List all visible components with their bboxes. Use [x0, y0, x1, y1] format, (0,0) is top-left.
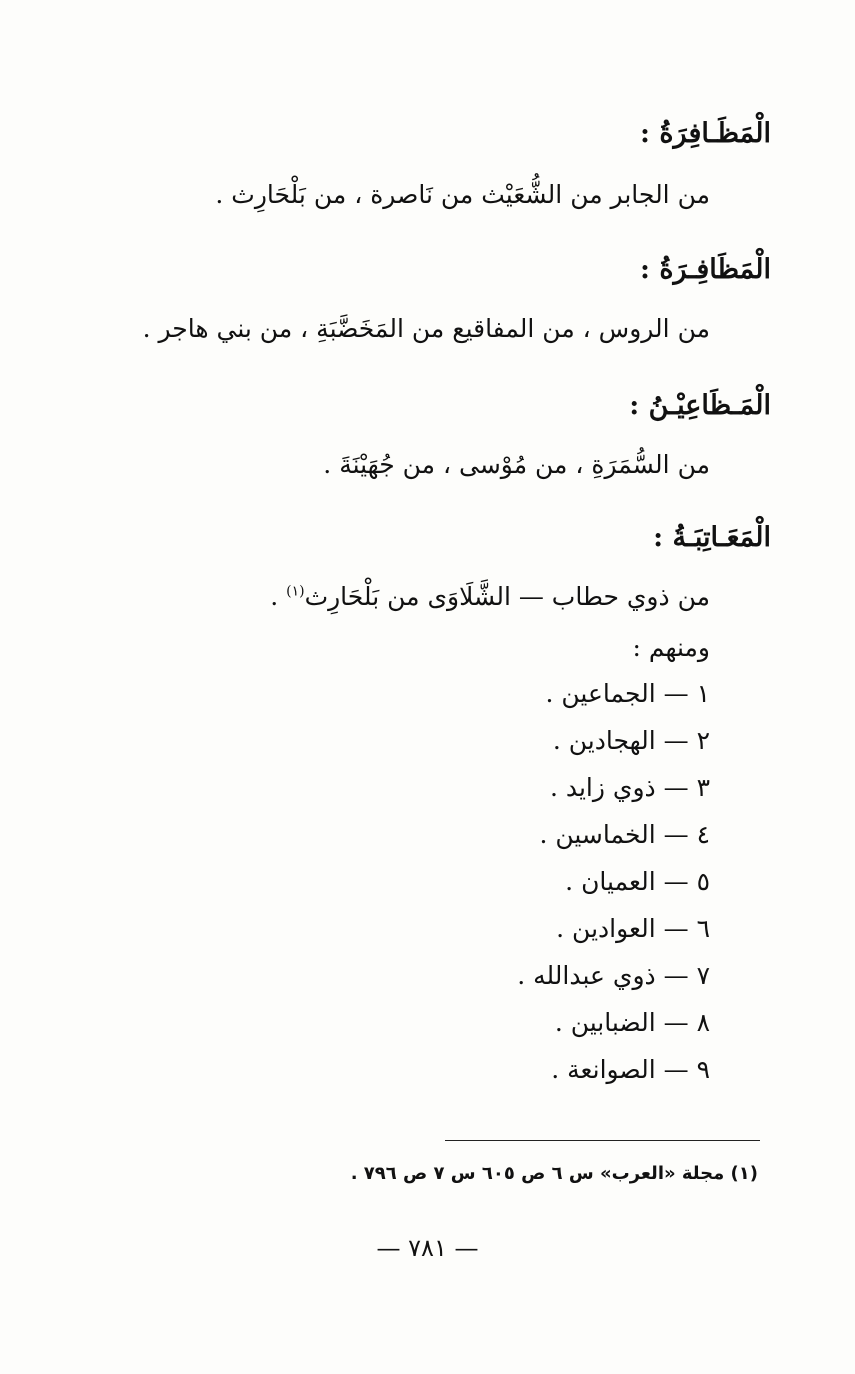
clan-list-item: ٨ — الضبابين . [554, 1008, 710, 1037]
footnote-divider [445, 1140, 760, 1141]
clan-list-item: ٣ — ذوي زايد . [549, 773, 710, 802]
section-1-text: من الجابر من الشُّعَيْث من نَاصرة ، من بَلْحَارِث . [215, 180, 710, 209]
section-heading-3: الْمَـظَاعِيْـنُ : [629, 390, 771, 421]
section-heading-4: الْمَعَـاتِبَـةُ : [653, 522, 771, 553]
footnote-ref: (١) [286, 583, 305, 600]
clan-list-item: ٤ — الخماسين . [539, 820, 710, 849]
section-4-text-main: من ذوي حطاب — الشَّلَاوَى من بَلْحَارِث [304, 582, 710, 611]
clan-list-item: ٢ — الهجادين . [552, 726, 710, 755]
clan-list-item: ٦ — العوادين . [556, 914, 710, 943]
section-heading-2: الْمَظَافِـرَةُ : [640, 254, 771, 285]
page-number: — ٧٨١ — [376, 1234, 479, 1262]
section-heading-1: الْمَظَـافِرَةُ : [640, 118, 771, 149]
clan-list-item: ٩ — الصوانعة . [551, 1055, 710, 1084]
section-4-text-end: . [270, 582, 287, 611]
section-2-text: من الروس ، من المفاقيع من المَخَضَّبَةِ ، من بني هاجر . [142, 314, 710, 343]
clan-list-item: ١ — الجماعين . [545, 679, 710, 708]
clan-list-item: ٧ — ذوي عبدالله . [517, 961, 710, 990]
section-3-text: من السُّمَرَةِ ، من مُوْسى ، من جُهَيْنَةَ . [323, 450, 710, 479]
clan-list-item: ٥ — العميان . [565, 867, 710, 896]
clans-intro: ومنهم : [632, 633, 710, 662]
section-4-text [270, 582, 710, 611]
footnote: (١) مجلة «العرب» س ٦ ص ٦٠٥ س ٧ ص ٧٩٦ . [350, 1163, 758, 1184]
